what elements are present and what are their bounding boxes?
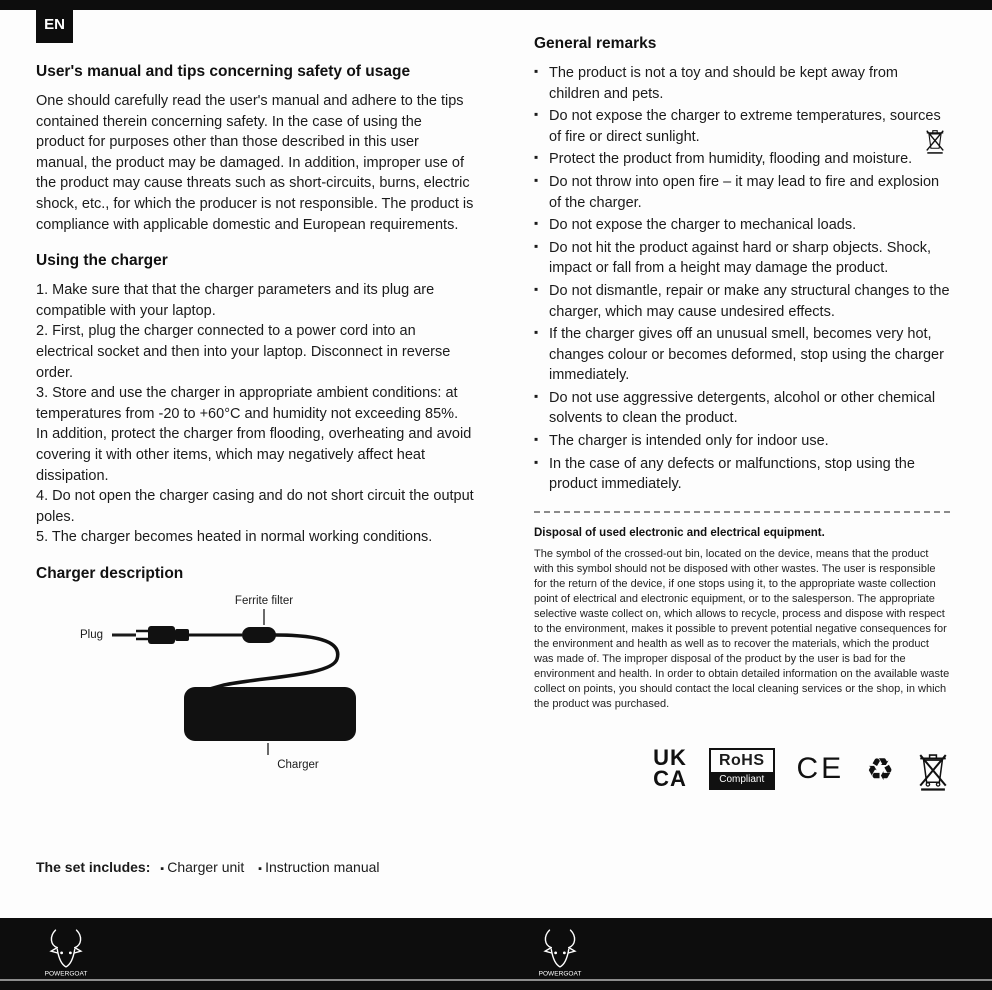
using-step: 3. Store and use the charger in appropriate ambient conditions: at temperatures from -20 to +60°C and humidity not exceeding 85%. In addition, protect the charger from flooding, overheating and avoid covering it with other items, which may negatively affect heat dissipation. (36, 385, 472, 484)
language-badge (36, 6, 73, 43)
general-remark-item: ▪ In the case of any defects or malfunctions, stop using the product immediately. (534, 454, 950, 495)
rohs-compliant-label: Compliant (711, 772, 773, 788)
general-remark-item: ▪ The charger is intended only for indoor use. (534, 431, 950, 452)
general-remark-item: ▪ Do not throw into open fire – it may lead to fire and explosion of the charger. (534, 172, 950, 213)
set-includes-item: ▪ Instruction manual (258, 859, 379, 875)
safety-section-body: One should carefully read the user's manual and adhere to the tips contained therein concerning safety. In the case of using the product for purposes other than those described in this user manual, the product may be damaged. In addition, improper use of the product may cause threats such as short-circuits, burns, electric shock, etc., for which the producer is not responsible. The product is compliance with applicable domestic and European requirements. (36, 93, 474, 233)
general-remark-item: ▪ Protect the product from humidity, flooding and moisture. (534, 149, 950, 170)
using-section-title: Using the charger (36, 252, 168, 270)
recycle-icon: ♻ (866, 751, 894, 787)
disposal-body: The symbol of the crossed-out bin, located on the device, means that the product with this symbol should not be disposed with other wastes. The user is responsible for the return of the device, if one stops using it, to the appropriate waste collection point of electrical and electronic equipment, or to the salesperson. The appropriate selective waste collect on, which allows to recycle, process and dispose with respect to the environment, makes it possible to prevent potential negative consequences for the environment and health as well as to recover the materials, which the product was made of. The improper disposal of the product by the user is bad for the environment and health. In order to obtain detailed information on the available waste collect on points, you should contact the local cleaning services or the shop, in which the product was purchased. (534, 548, 950, 710)
rohs-mark (709, 748, 775, 791)
footer-bar (0, 918, 992, 990)
language-badge-label: EN (44, 15, 65, 33)
ukca-line1: UK (653, 745, 687, 771)
rohs-label: RoHS (718, 751, 765, 769)
using-step: 4. Do not open the charger casing and do not short circuit the output poles. (36, 488, 474, 525)
disposal-title: Disposal of used electronic and electrical equipment. (534, 526, 825, 539)
general-remark-item: ▪ Do not dismantle, repair or make any structural changes to the charger, which may cause undesired effects. (534, 281, 950, 322)
set-includes (36, 858, 496, 878)
ce-mark: CE (796, 751, 845, 785)
using-step: 5. The charger becomes heated in normal working conditions. (36, 529, 433, 546)
ukca-mark (653, 745, 687, 792)
compliance-marks (534, 745, 950, 792)
charger-illustration (36, 593, 474, 781)
set-includes-label: The set includes: (36, 859, 151, 875)
charger-description-title: Charger description (36, 564, 184, 582)
charger-label: Charger (277, 758, 319, 771)
weee-crossed-bin-small-icon (924, 126, 946, 154)
using-step: 1. Make sure that that the charger parameters and its plug are compatible with your laptop. (36, 282, 435, 319)
ukca-line2: CA (653, 766, 687, 792)
top-edge-bar (0, 0, 992, 10)
powergoat-logo (532, 924, 588, 987)
safety-section-title: User's manual and tips concerning safety of usage (36, 63, 411, 80)
general-remark-item: ▪ Do not expose the charger to extreme temperatures, sources of fire or direct sunlight. (534, 106, 950, 147)
general-remarks-list (534, 63, 950, 495)
powergoat-brand-text: POWERGOAT (538, 970, 582, 978)
ferrite-filter-label: Ferrite filter (234, 594, 294, 607)
general-remark-item: ▪ The product is not a toy and should be kept away from children and pets. (534, 63, 950, 104)
using-step: 2. First, plug the charger connected to a power cord into an electrical socket and then into your laptop. Disconnect in reverse order. (36, 323, 451, 381)
general-remark-item: ▪ If the charger gives off an unusual smell, becomes very hot, changes colour or becomes deformed, stop using the charger immediately. (534, 324, 950, 386)
general-remark-item: ▪ Do not use aggressive detergents, alcohol or other chemical solvents to clean the product. (534, 388, 950, 429)
charger-diagram (36, 593, 474, 781)
general-remark-item: ▪ Do not expose the charger to mechanical loads. (534, 215, 950, 236)
powergoat-logo (38, 924, 94, 987)
right-column (534, 34, 950, 791)
set-includes-item: ▪ Charger unit (160, 859, 244, 875)
weee-margin-icon-wrap (924, 126, 946, 161)
general-remark-item: ▪ Do not hit the product against hard or sharp objects. Shock, impact or fall from a height may damage the product. (534, 238, 950, 279)
general-remarks-title: General remarks (534, 35, 657, 52)
powergoat-brand-text: POWERGOAT (44, 970, 88, 978)
left-column (36, 62, 474, 781)
footer-divider-line (0, 979, 992, 981)
dashed-divider (534, 511, 950, 513)
weee-crossed-bin-icon (916, 748, 950, 791)
plug-label: Plug (80, 628, 104, 641)
